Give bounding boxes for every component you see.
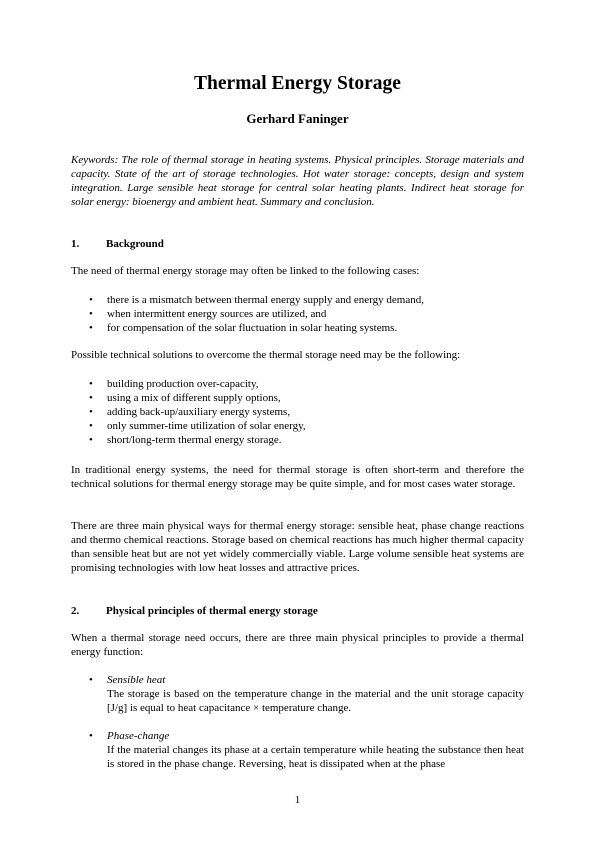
traditional-systems-paragraph: In traditional energy systems, the need for thermal storage is often short-term and therefore the technical solutions for thermal energy storage may be quite simple, and for most cases water storage. [71, 464, 524, 490]
principle-term: Sensible heat [107, 674, 166, 686]
section-1-title: Background [106, 238, 164, 250]
section-1-intro: The need of thermal energy storage may often be linked to the following cases: [71, 265, 420, 277]
list-item: • when intermittent energy sources are utilized, and [89, 308, 327, 320]
section-2-intro: When a thermal storage need occurs, there are three main physical principles to provide a thermal energy function: [71, 632, 524, 658]
bullet-icon: • [89, 294, 93, 306]
list-item: • short/long-term thermal energy storage. [89, 434, 282, 446]
physical-ways-paragraph: There are three main physical ways for thermal energy storage: sensible heat, phase change reactions and thermo chemical reactions. Storage based on chemical reactions has much higher thermal capacity than sensible heat but are not yet widely commercially viable. Large volume sensible heat systems are promising technologies with low heat losses and attractive prices. [71, 520, 524, 574]
bullet-icon: • [89, 392, 93, 404]
list-item [71, 674, 524, 716]
solutions-list [71, 377, 524, 447]
list-item [71, 730, 524, 772]
list-item: • using a mix of different supply options, [89, 392, 281, 404]
keywords-paragraph: Keywords: The role of thermal storage in heating systems. Physical principles. Storage materials and capacity. State of the art of storage technologies. Hot water storage: concepts, design and system integration. Large sensible heat storage for central solar heating plants. Indirect heat storage for solar energy: bioenergy and ambient heat. Summary and conclusion. [71, 154, 524, 208]
list-item: • building production over-capacity, [89, 378, 259, 390]
bullet-icon: • [89, 308, 93, 320]
bullet-icon: • [89, 434, 93, 446]
principle-term: Phase-change [107, 729, 170, 742]
bullet-icon: • [89, 378, 93, 390]
list-item: • only summer-time utilization of solar energy, [89, 420, 306, 432]
list-item: • adding back-up/auxiliary energy systems, [89, 406, 291, 418]
bullet-icon: • [89, 674, 93, 686]
author-name: Gerhard Faninger [246, 111, 349, 126]
page-number: 1 [294, 794, 301, 806]
list-item: • there is a mismatch between thermal energy supply and energy demand, [89, 294, 424, 306]
principles-list [71, 674, 524, 771]
bullet-icon: • [89, 322, 93, 334]
principle-description: The storage is based on the temperature change in the material and the unit storage capacity [J/g] is equal to heat capacitance × temperature change. [107, 687, 524, 714]
solutions-intro: Possible technical solutions to overcome the thermal storage need may be the following: [71, 349, 461, 361]
section-2-title: Physical principles of thermal energy storage [106, 605, 318, 617]
section-1-heading [71, 237, 164, 251]
section-2-number: 2. [71, 605, 80, 617]
section-1-number: 1. [71, 238, 80, 250]
bullet-icon: • [89, 406, 93, 418]
bullet-icon: • [89, 420, 93, 432]
principle-description: If the material changes its phase at a certain temperature while heating the substance then heat is stored in the phase change. Reversing, heat is dissipated when at the phase [107, 743, 524, 770]
section-2-heading [71, 604, 318, 618]
list-item: • for compensation of the solar fluctuation in solar heating systems. [89, 322, 398, 334]
cases-list [71, 293, 524, 335]
paper-title: Thermal Energy Storage [194, 73, 401, 94]
bullet-icon: • [89, 729, 93, 742]
